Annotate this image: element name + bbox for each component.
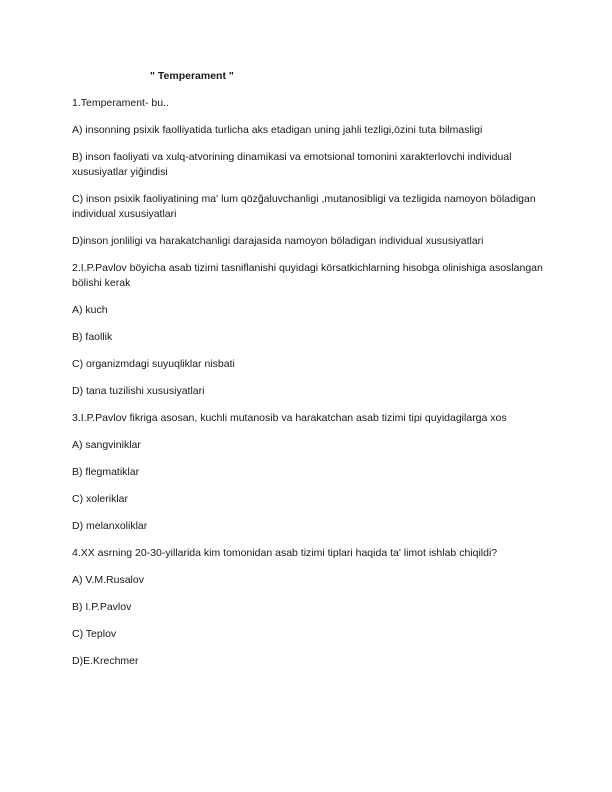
document-title: " Temperament " xyxy=(150,70,234,82)
answer-option: C) Teplov xyxy=(72,628,117,640)
question-3: 3.I.P.Pavlov fikriga asosan, kuchli mutanosib va harakatchan asab tizimi tipi quyidagilarga xos xyxy=(72,412,507,424)
answer-option: D)E.Krechmer xyxy=(72,655,139,667)
answer-option: A) insonning psixik faolliyatida turlicha aks etadigan uning jahli tezligi,özini tuta bilmasligi xyxy=(72,124,483,136)
answer-option: C) xoleriklar xyxy=(72,493,129,505)
answer-option: A) sangviniklar xyxy=(72,439,141,451)
answer-option: B) inson faoliyati va xulq-atvorining dinamikasi va emotsional tomonini xarakterlovchi individual xususiyatlar yiğindisi xyxy=(72,151,512,178)
answer-option: B) faollik xyxy=(72,331,113,343)
answer-option: B) flegmatiklar xyxy=(72,466,140,478)
answer-option: B) I.P.Pavlov xyxy=(72,601,132,613)
answer-option: C) inson psixik faoliyatining ma' lum qözğaluvchanligi ,mutanosibligi va tezligida namoyon böladigan individual xususiyatlari xyxy=(72,193,536,220)
answer-option: D)inson jonliligi va harakatchanligi darajasida namoyon böladigan individual xususiyatlari xyxy=(72,235,484,247)
answer-option: A) V.M.Rusalov xyxy=(72,574,144,586)
question-1: 1.Temperament- bu.. xyxy=(72,97,169,109)
answer-option: D) melanxoliklar xyxy=(72,520,148,532)
answer-option: A) kuch xyxy=(72,304,108,316)
question-2: 2.I.P.Pavlov böyicha asab tizimi tasniflanishi quyidagi körsatkichlarning hisobga olinishiga asoslangan bölishi kerak xyxy=(72,262,543,289)
question-4: 4.XX asrning 20-30-yillarida kim tomonidan asab tizimi tiplari haqida ta' limot ishlab chiqildi? xyxy=(72,547,498,559)
answer-option: D) tana tuzilishi xususiyatlari xyxy=(72,385,205,397)
answer-option: C) organizmdagi suyuqliklar nisbati xyxy=(72,358,235,370)
